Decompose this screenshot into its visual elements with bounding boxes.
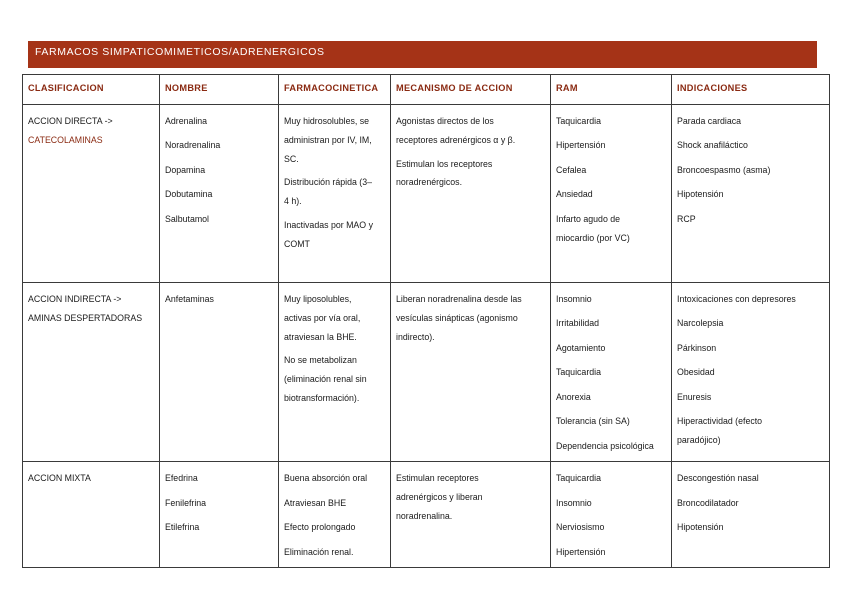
text-line: Eliminación renal. [284, 546, 354, 557]
cell-farmacocinetica [279, 105, 391, 283]
ram-item: Irritabilidad [556, 318, 600, 329]
text-line: noradrenérgicos. [396, 177, 463, 188]
header-farmacocinetica: FARMACOCINETICA [279, 75, 391, 105]
text-line: No se metabolizan [284, 355, 357, 366]
cell-farmacocinetica [279, 283, 391, 462]
ram-item: Taquicardia [556, 473, 601, 484]
document-title-banner [28, 41, 817, 68]
indicacion-item: Shock anafiláctico [677, 140, 748, 151]
text-line: biotransformación). [284, 392, 360, 403]
header-row [23, 75, 830, 105]
ram-item: Anorexia [556, 391, 591, 402]
text-line: vesículas sinápticas (agonismo [396, 312, 518, 323]
ram-item: Ansiedad [556, 189, 593, 200]
cell-clasificacion [23, 283, 160, 462]
cell-ram [551, 283, 672, 462]
indicacion-item: Obesidad [677, 367, 715, 378]
cell-mecanismo [391, 105, 551, 283]
indicacion-item: Párkinson [677, 342, 717, 353]
cell-ram [551, 462, 672, 568]
header-ram: RAM [551, 75, 672, 105]
indicacion-item: Narcolepsia [677, 318, 724, 329]
indicacion-item: Broncodilatador [677, 497, 739, 508]
cell-indicaciones [672, 105, 830, 283]
text-line: SC. [284, 153, 299, 164]
clasificacion-line: ACCION DIRECTA -> [28, 116, 113, 126]
cell-farmacocinetica [279, 462, 391, 568]
text-line: COMT [284, 238, 310, 249]
drug-name: Noradrenalina [165, 140, 221, 151]
ram-item: Taquicardia [556, 367, 601, 378]
ram-item: Dependencia psicológica [556, 440, 654, 451]
drug-name: Salbutamol [165, 213, 210, 224]
clasificacion-line: CATECOLAMINAS [28, 134, 103, 145]
drug-name: Fenilefrina [165, 497, 207, 508]
text-line: Estimulan los receptores [396, 158, 493, 169]
text-line: Estimulan receptores [396, 473, 479, 484]
ram-item: Taquicardia [556, 116, 601, 126]
indicacion-item: Broncoespasmo (asma) [677, 164, 771, 175]
ram-item: Nerviosismo [556, 522, 605, 533]
indicacion-item: Enuresis [677, 391, 712, 402]
cell-mecanismo [391, 283, 551, 462]
header-clasificacion: CLASIFICACION [23, 75, 160, 105]
drug-name: Anfetaminas [165, 294, 214, 304]
clasificacion-line: ACCION INDIRECTA -> [28, 294, 122, 304]
indicacion-item: Descongestión nasal [677, 473, 759, 484]
text-line: 4 h). [284, 196, 302, 207]
text-line: Agonistas directos de los [396, 116, 494, 126]
ram-item: Agotamiento [556, 342, 606, 353]
clasificacion-line: AMINAS DESPERTADORAS [28, 312, 143, 323]
cell-clasificacion [23, 105, 160, 283]
cell-indicaciones [672, 283, 830, 462]
table-row [23, 283, 830, 462]
text-line: Distribución rápida (3– [284, 177, 373, 188]
ram-item: Hipertensión [556, 546, 606, 557]
header-mecanismo: MECANISMO DE ACCION [391, 75, 551, 105]
drug-name: Etilefrina [165, 522, 200, 533]
cell-nombre [160, 462, 279, 568]
indicacion-item: paradójico) [677, 435, 721, 446]
text-line: Muy hidrosolubles, se [284, 116, 370, 126]
text-line: receptores adrenérgicos α y β. [396, 134, 516, 145]
header-indicaciones: INDICACIONES [672, 75, 830, 105]
text-line: (eliminación renal sin [284, 374, 367, 385]
text-line: indirecto). [396, 331, 435, 342]
indicacion-item: Hiperactividad (efecto [677, 416, 763, 427]
ram-item: miocardio (por VC) [556, 232, 630, 243]
text-line: atraviesan la BHE. [284, 331, 357, 342]
text-line: Muy liposolubles, [284, 294, 352, 304]
table-row [23, 462, 830, 568]
indicacion-item: Parada cardiaca [677, 116, 742, 126]
drug-name: Dopamina [165, 164, 206, 175]
text-line: noradrenalina. [396, 510, 453, 521]
clasificacion-line: ACCION MIXTA [28, 473, 91, 484]
drug-table [22, 74, 830, 568]
ram-item: Infarto agudo de [556, 213, 621, 224]
ram-item: Insomnio [556, 497, 592, 508]
cell-nombre [160, 105, 279, 283]
indicacion-item: Intoxicaciones con depresores [677, 294, 796, 304]
ram-item: Tolerancia (sin SA) [556, 416, 630, 427]
text-line: Inactivadas por MAO y [284, 219, 373, 230]
indicacion-item: RCP [677, 213, 696, 224]
text-line: Atraviesan BHE [284, 497, 347, 508]
cell-nombre [160, 283, 279, 462]
text-line: activas por vía oral, [284, 312, 361, 323]
cell-clasificacion [23, 462, 160, 568]
drug-name: Adrenalina [165, 116, 208, 126]
text-line: Efecto prolongado [284, 522, 356, 533]
cell-mecanismo [391, 462, 551, 568]
text-line: administran por IV, IM, [284, 134, 372, 145]
cell-ram [551, 105, 672, 283]
ram-item: Hipertensión [556, 140, 606, 151]
ram-item: Insomnio [556, 294, 592, 304]
text-line: Liberan noradrenalina desde las [396, 294, 522, 304]
text-line: Buena absorción oral [284, 473, 368, 484]
cell-indicaciones [672, 462, 830, 568]
ram-item: Cefalea [556, 164, 587, 175]
table-row [23, 105, 830, 283]
drug-name: Efedrina [165, 473, 198, 484]
document-title: FARMACOS SIMPATICOMIMETICOS/ADRENERGICOS [35, 46, 325, 58]
indicacion-item: Hipotensión [677, 522, 724, 533]
header-nombre: NOMBRE [160, 75, 279, 105]
drug-name: Dobutamina [165, 189, 213, 200]
text-line: adrenérgicos y liberan [396, 492, 483, 503]
indicacion-item: Hipotensión [677, 189, 724, 200]
